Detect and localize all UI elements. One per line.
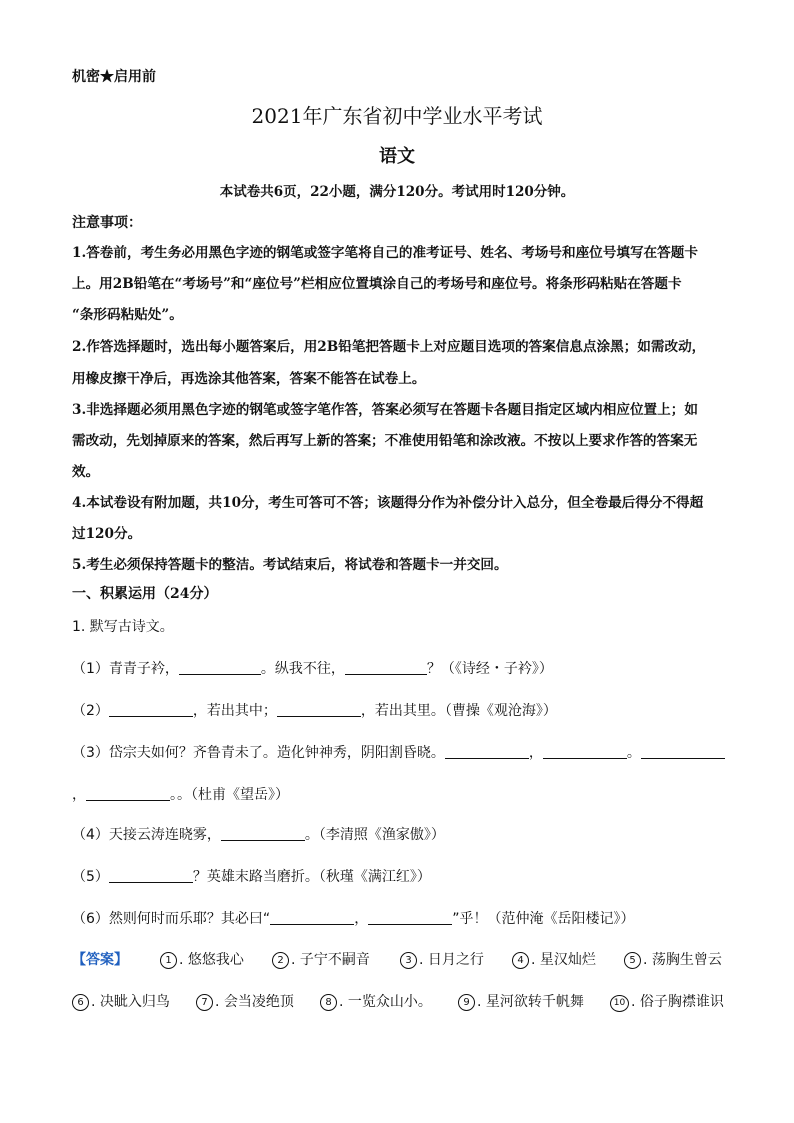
answer-text: . 悠悠我心 bbox=[179, 952, 244, 968]
verse-text: ， bbox=[528, 745, 543, 761]
answer-number-badge: 7 bbox=[196, 994, 213, 1011]
answer-item bbox=[458, 993, 584, 1011]
answer-number-badge: 2 bbox=[272, 952, 289, 969]
answer-tag bbox=[72, 951, 128, 969]
confidential-label: 机密★启用前 bbox=[72, 69, 156, 85]
verse-text: 岱宗夫如何？齐鲁青未了。造化钟神秀，阴阳割昏晓。 bbox=[108, 745, 445, 761]
note-3-line-2: 需改动，先划掉原来的答案，然后再写上新的答案；不准使用铅笔和涂改液。不按以上要求作答的答案无 bbox=[72, 433, 698, 449]
sub-number: （3） bbox=[72, 745, 109, 761]
answer-number-badge: 9 bbox=[458, 994, 475, 1011]
answer-text: . 俗子胸襟谁识 bbox=[631, 994, 724, 1010]
note-3-line-3: 效。 bbox=[72, 464, 100, 480]
verse-source: 。（李清照《渔家傲》） bbox=[304, 827, 445, 843]
sub-number: （1） bbox=[72, 661, 109, 677]
answer-text: . 日月之行 bbox=[419, 952, 484, 968]
answer-item bbox=[160, 951, 244, 969]
answer-item bbox=[512, 951, 596, 969]
verse-text: 青青子衿， bbox=[108, 661, 179, 677]
note-1-line-1: 1.答卷前，考生务必用黑色字迹的钢笔或签字笔将自己的准考证号、姓名、考场号和座位号填写在答题卡 bbox=[72, 245, 698, 261]
verse-text: 然则何时而乐耶？其必曰“ bbox=[108, 911, 271, 927]
subject-title: 语文 bbox=[379, 146, 415, 167]
q1-sub-3-continued bbox=[72, 786, 289, 804]
answer-item bbox=[272, 951, 370, 969]
answer-text: . 会当凌绝顶 bbox=[215, 994, 294, 1010]
answer-item bbox=[400, 951, 484, 969]
sub-number: （5） bbox=[72, 869, 109, 885]
verse-text: 。 bbox=[626, 745, 641, 761]
verse-source: 。。（杜甫《望岳》） bbox=[170, 787, 289, 803]
note-4-line-1: 4.本试卷设有附加题，共10分，考生可答可不答；该题得分作为补偿分计入总分，但全卷最后得分不得超 bbox=[72, 495, 704, 511]
sub-number: （2） bbox=[72, 703, 109, 719]
note-2-line-2: 用橡皮擦干净后，再选涂其他答案，答案不能答在试卷上。 bbox=[72, 371, 426, 387]
answer-blank bbox=[368, 912, 452, 925]
q1-sub-4 bbox=[72, 826, 445, 844]
answer-blank bbox=[109, 870, 193, 883]
answer-text: . 星汉灿烂 bbox=[531, 952, 596, 968]
answer-blank bbox=[221, 828, 305, 841]
verse-text: 天接云涛连晓雾， bbox=[108, 827, 221, 843]
verse-text: ， bbox=[354, 911, 369, 927]
answer-number-badge: 3 bbox=[400, 952, 417, 969]
answer-blank bbox=[543, 746, 627, 759]
q1-sub-5 bbox=[72, 868, 431, 886]
answer-blank bbox=[179, 662, 261, 675]
verse-source: ？（《诗经・子衿》） bbox=[426, 661, 553, 677]
verse-source: ？英雄末路当磨折。（秋瑾《满江红》） bbox=[192, 869, 431, 885]
verse-text: ，若出其中； bbox=[192, 703, 277, 719]
q1-sub-3 bbox=[72, 744, 725, 762]
note-3-line-1: 3.非选择题必须用黑色字迹的钢笔或签字笔作答，答案必须写在答题卡各题目指定区域内相应位置上；如 bbox=[72, 402, 698, 418]
answer-label: 【答案】 bbox=[72, 952, 128, 968]
answer-text: . 决眦入归鸟 bbox=[91, 994, 170, 1010]
q1-sub-1 bbox=[72, 660, 553, 678]
answer-text: . 荡胸生曾云 bbox=[643, 952, 722, 968]
exam-title: 2021年广东省初中学业水平考试 bbox=[251, 104, 543, 128]
answer-blank bbox=[86, 788, 170, 801]
sub-number: （6） bbox=[72, 911, 109, 927]
notes-heading: 注意事项： bbox=[72, 215, 142, 231]
verse-text: ， bbox=[72, 787, 86, 803]
q1-sub-6 bbox=[72, 910, 634, 928]
answer-blank bbox=[109, 704, 193, 717]
answer-number-badge: 10 bbox=[610, 995, 629, 1012]
answer-item bbox=[610, 993, 724, 1012]
answer-blank bbox=[277, 704, 361, 717]
answer-item bbox=[624, 951, 722, 969]
answer-number-badge: 5 bbox=[624, 952, 641, 969]
answer-item bbox=[320, 993, 432, 1011]
note-5-line-1: 5.考生必须保持答题卡的整洁。考试结束后，将试卷和答题卡一并交回。 bbox=[72, 557, 508, 573]
answer-item bbox=[196, 993, 294, 1011]
question-1-prompt: 1. 默写古诗文。 bbox=[72, 619, 174, 635]
verse-source: ”乎！（范仲淹《岳阳楼记》） bbox=[452, 911, 635, 927]
q1-sub-2 bbox=[72, 702, 557, 720]
answer-number-badge: 8 bbox=[320, 994, 337, 1011]
exam-info: 本试卷共6页，22小题，满分120分。考试用时120分钟。 bbox=[219, 184, 575, 200]
section-1-heading: 一、积累运用（24分） bbox=[72, 586, 218, 602]
answer-number-badge: 6 bbox=[72, 994, 89, 1011]
answer-number-badge: 4 bbox=[512, 952, 529, 969]
verse-source: ，若出其里。（曹操《观沧海》） bbox=[360, 703, 557, 719]
note-2-line-1: 2.作答选择题时，选出每小题答案后，用2B铅笔把答题卡上对应题目选项的答案信息点涂黑；如需改动， bbox=[72, 339, 706, 355]
sub-number: （4） bbox=[72, 827, 109, 843]
note-1-line-2: 上。用2B铅笔在“考场号”和“座位号”栏相应位置填涂自己的考场号和座位号。将条形码粘贴在答题卡 bbox=[72, 276, 682, 292]
answer-number-badge: 1 bbox=[160, 952, 177, 969]
answer-item bbox=[72, 993, 170, 1011]
note-1-line-3: “条形码粘贴处”。 bbox=[72, 307, 183, 323]
answer-text: . 一览众山小。 bbox=[339, 994, 432, 1010]
answer-blank bbox=[270, 912, 354, 925]
answer-blank bbox=[445, 746, 529, 759]
answer-text: . 子宁不嗣音 bbox=[291, 952, 370, 968]
answer-blank bbox=[641, 746, 725, 759]
answer-blank bbox=[345, 662, 427, 675]
note-4-line-2: 过120分。 bbox=[72, 526, 142, 542]
verse-text: 。纵我不往， bbox=[260, 661, 345, 677]
answer-text: . 星河欲转千帆舞 bbox=[477, 994, 584, 1010]
